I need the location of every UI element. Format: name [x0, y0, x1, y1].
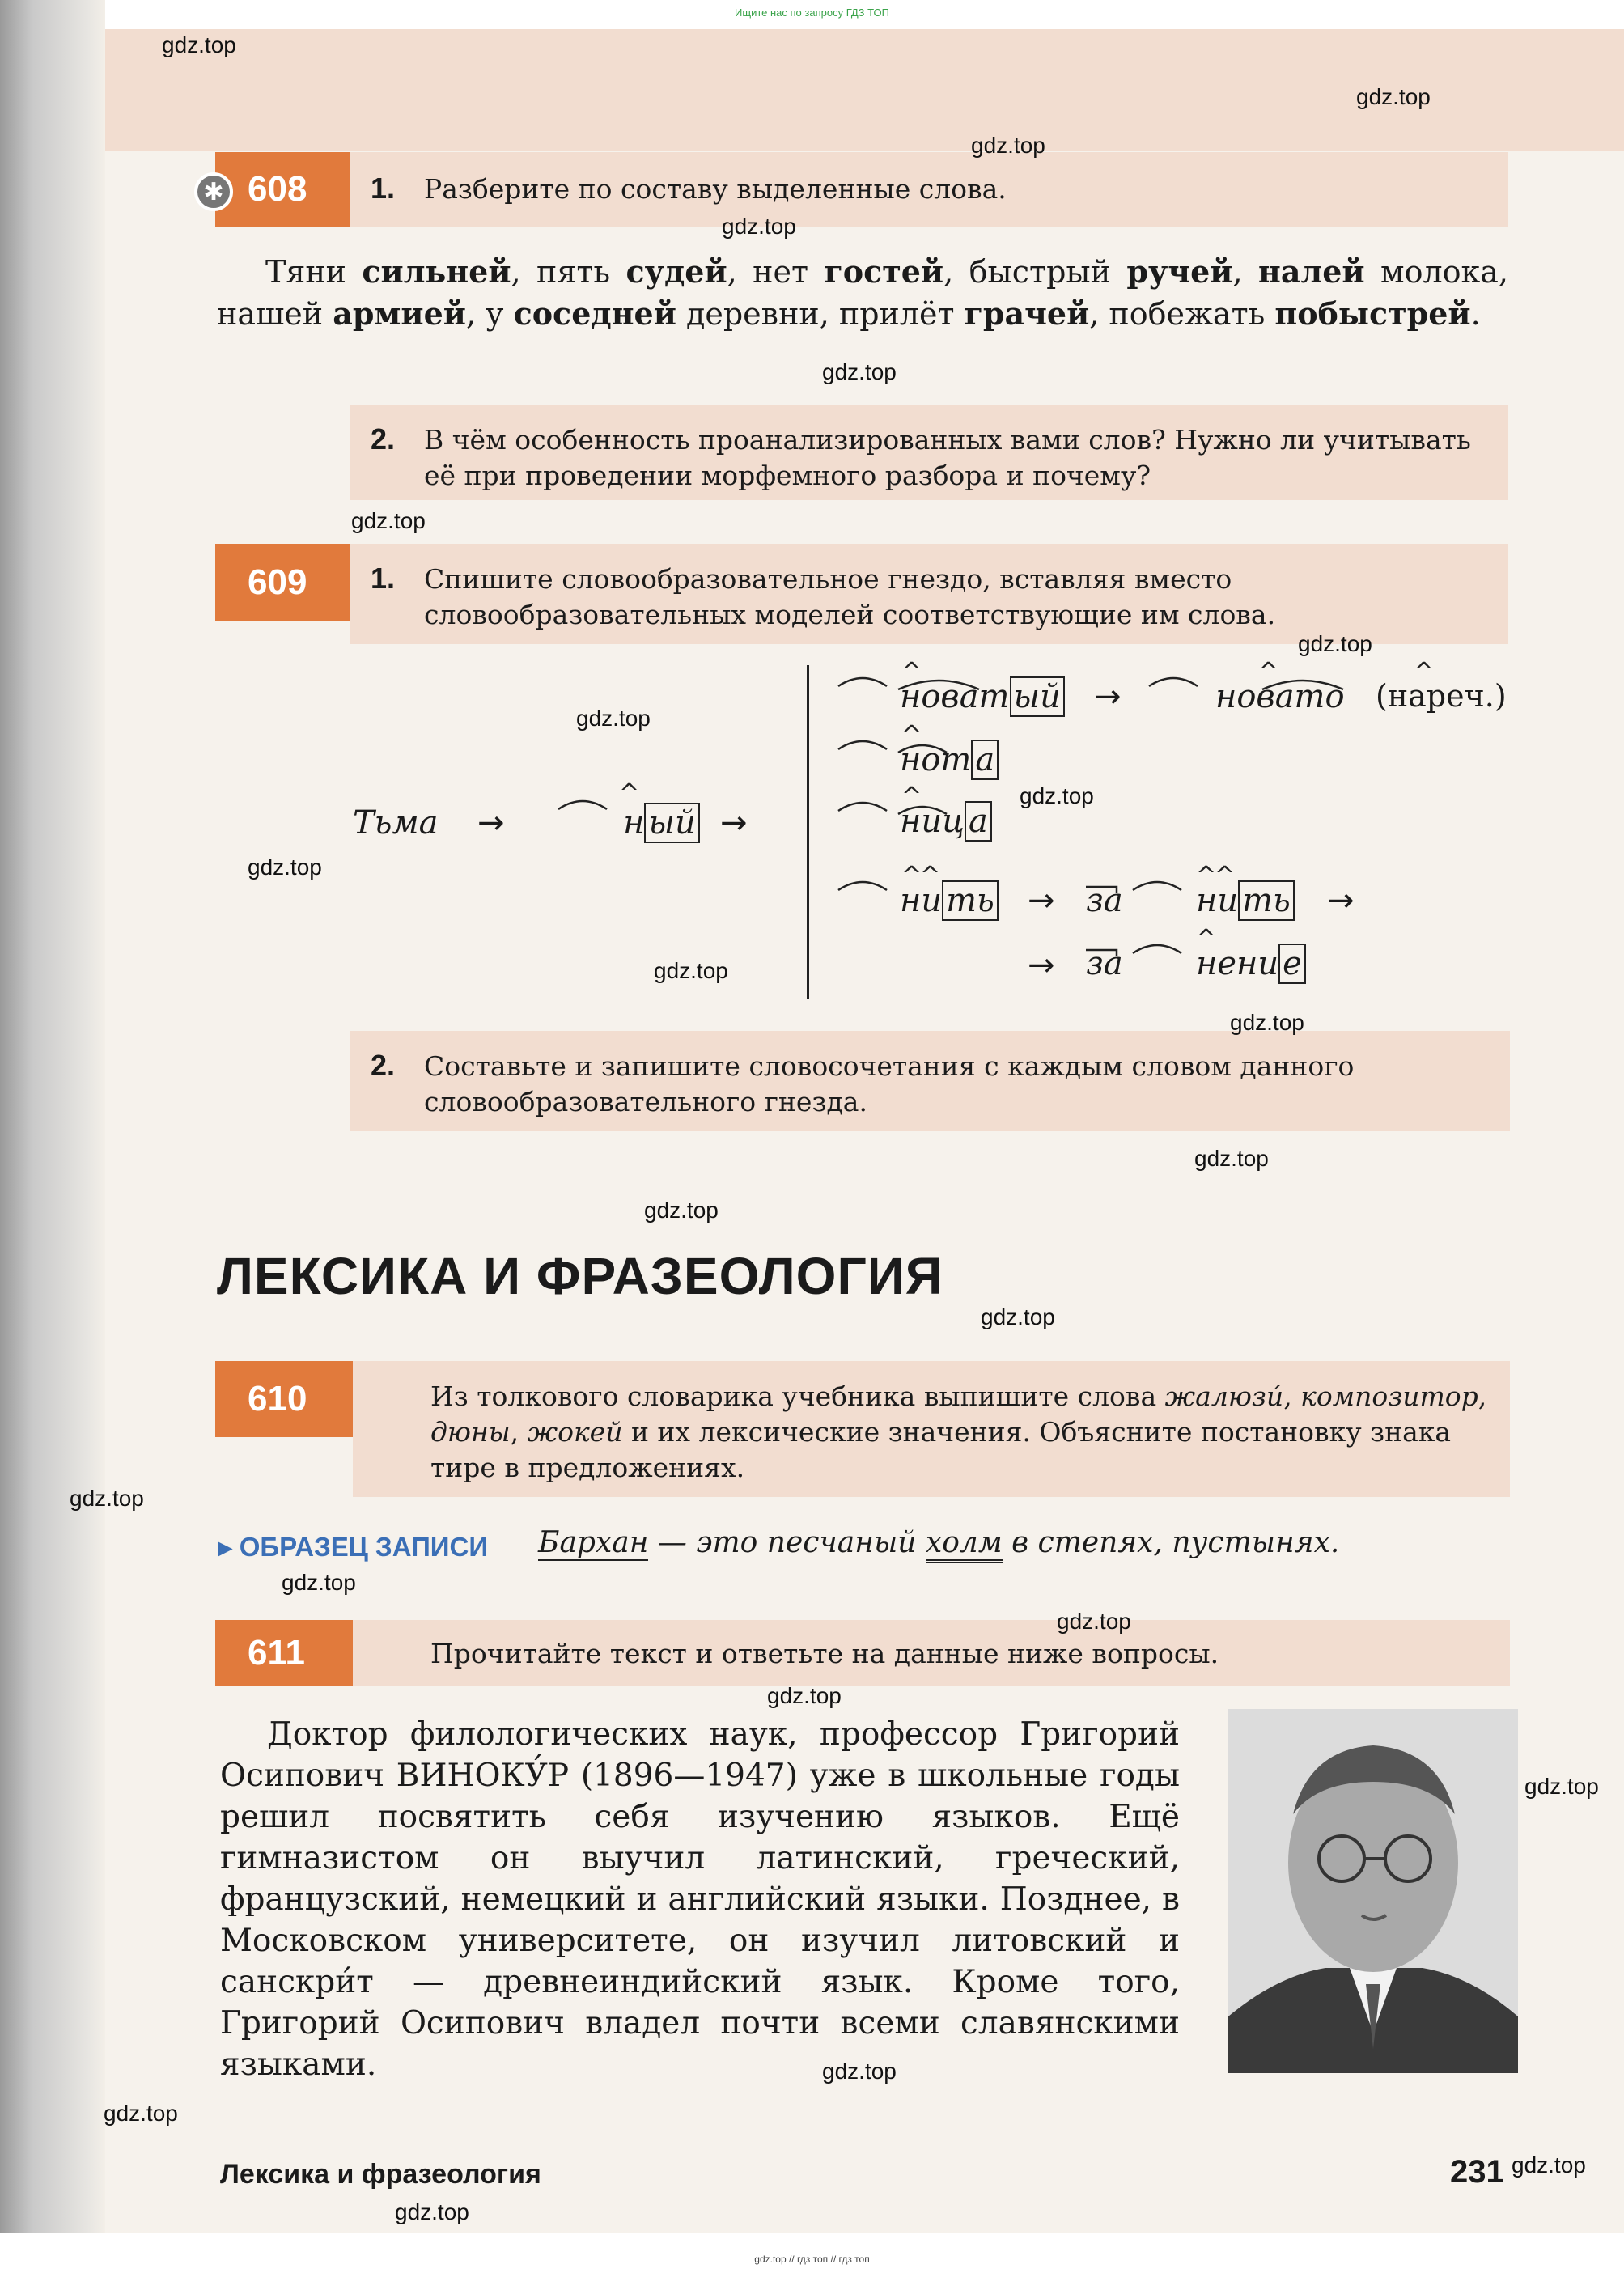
watermark: gdz.top: [1230, 1010, 1304, 1035]
portrait-photo: [1228, 1709, 1518, 2073]
svg-text:^: ^: [901, 782, 922, 811]
watermark: gdz.top: [395, 2199, 469, 2224]
highlighted-word: гостей: [824, 253, 944, 290]
task-608-number: 608: [215, 152, 350, 227]
arrow-6: →: [1028, 947, 1055, 984]
svg-text:^: ^: [1196, 925, 1217, 953]
task-609-number: 609: [215, 544, 350, 621]
text-segment: ,: [1283, 1380, 1301, 1412]
watermark: gdz.top: [1512, 2152, 1586, 2178]
watermark: gdz.top: [248, 854, 322, 880]
watermark: gdz.top: [971, 133, 1045, 158]
star-icon: ✱: [194, 172, 233, 211]
nest-row4-word-b: ни ть: [1196, 882, 1295, 919]
text-segment: деревни, прилёт: [676, 296, 965, 332]
watermark: gdz.top: [644, 1198, 719, 1223]
section-title: ЛЕКСИКА И ФРАЗЕОЛОГИЯ: [217, 1247, 943, 1305]
text-segment: ,: [1232, 254, 1259, 290]
watermark: gdz.top: [1057, 1609, 1131, 1634]
watermark: gdz.top: [981, 1304, 1055, 1329]
task-611-instruction: Прочитайте текст и ответьте на данные ниже вопросы.: [353, 1620, 1510, 1686]
task-610-number: 610: [215, 1361, 353, 1437]
highlighted-word: судей: [625, 253, 727, 290]
text-segment: ,: [1478, 1380, 1487, 1412]
arrow-1: →: [477, 804, 505, 842]
nest-row5-word: нени е: [1196, 945, 1306, 982]
text-segment: Тяни: [265, 254, 363, 290]
highlighted-word: грачей: [964, 295, 1090, 332]
text-segment: , побежать: [1089, 296, 1275, 332]
task-608-item1: 1. Разберите по составу выделенные слова.: [350, 152, 1508, 227]
highlighted-word: налей: [1258, 253, 1365, 290]
task-609-item2: 2. Составьте и запишите словосочетания с каждым словом данного словообразовательного гнезда.: [350, 1031, 1510, 1131]
text-segment: , нет: [727, 254, 825, 290]
watermark: gdz.top: [351, 508, 426, 533]
task-609-item1: 1. Спишите словообразовательное гнездо, вставляя вместо словообразовательных моделей соответствующие им слова.: [350, 544, 1508, 644]
watermark: gdz.top: [654, 958, 728, 983]
sample-label: ▸ ОБРАЗЕЦ ЗАПИСИ: [218, 1532, 489, 1562]
text-segment: и их лексические значения. Объясните постановку знака тире в предложениях.: [430, 1416, 1452, 1483]
nest-row4-word: ни ть: [900, 882, 999, 919]
watermark: gdz.top: [822, 2059, 897, 2084]
nest-row5-prefix: за: [1086, 945, 1123, 982]
text-segment: .: [1470, 296, 1481, 332]
watermark: gdz.top: [767, 1683, 842, 1708]
svg-text:^: ^: [1258, 658, 1279, 686]
svg-text:^: ^: [901, 862, 922, 890]
watermark: gdz.top: [1356, 84, 1431, 109]
svg-text:^: ^: [619, 779, 640, 808]
text-segment: ,: [510, 1416, 528, 1448]
nest-row2-word: нот а: [900, 741, 999, 778]
nest-row1-note: (нареч.): [1376, 678, 1507, 714]
task-611-number: 611: [215, 1620, 353, 1686]
svg-text:^: ^: [1215, 862, 1236, 890]
arrow-4: →: [1028, 882, 1055, 919]
text-segment: , быстрый: [943, 254, 1127, 290]
watermark: gdz.top: [70, 1486, 144, 1511]
nest-model-1: н ый: [623, 804, 700, 842]
watermark: gdz.top: [1020, 783, 1094, 808]
task-608-item2: 2. В чём особенность проанализированных вами слов? Нужно ли учитывать её при проведении морфемного разбора и почему?: [350, 405, 1508, 500]
highlighted-word: побыстрей: [1274, 295, 1471, 332]
svg-text:^: ^: [901, 721, 922, 749]
highlighted-word: сильней: [362, 253, 511, 290]
nest-row4-prefix: за: [1086, 882, 1123, 919]
task-611-paragraph: Доктор филологических наук, профессор Григорий Осипович ВИНОКУ́Р (1896—1947) уже в школьные годы решил посвятить себя изучению языков. Ещё гимназистом он выучил латинский, греческий, французский, немецкий и английский языки. Позднее, в Московском университете, он изучил литовский и санскри́т — древнеиндийский язык. Кроме того, Григорий Осипович владел почти всеми славянскими языками.: [220, 1716, 1180, 2083]
arrow-3: →: [1094, 678, 1122, 715]
page-number: 231: [1450, 2154, 1504, 2190]
svg-text:^: ^: [1196, 862, 1217, 890]
watermark: gdz.top: [576, 706, 651, 731]
watermark: gdz.top: [104, 2101, 178, 2126]
watermark: gdz.top: [1298, 631, 1372, 656]
svg-text:^: ^: [920, 862, 941, 890]
text-segment: , у: [465, 296, 514, 332]
sample-text: Бархан — это песчаный холм в степях, пустынях.: [538, 1526, 1339, 1559]
watermark: gdz.top: [1524, 1774, 1599, 1799]
dictionary-word: композитор: [1300, 1380, 1478, 1412]
nest-row3-word: ниц а: [900, 803, 992, 840]
text-segment: молока, нашей: [217, 254, 1508, 332]
watermark: gdz.top: [162, 32, 236, 57]
arrow-5: →: [1327, 882, 1355, 919]
dictionary-word: жокей: [527, 1416, 623, 1448]
highlighted-word: армией: [333, 295, 466, 332]
dictionary-word: жалюзи́: [1164, 1380, 1284, 1412]
highlighted-word: соседней: [513, 295, 676, 332]
morpheme-arcs: [0, 0, 1624, 1052]
task-610-text: [353, 1361, 1510, 1497]
highlighted-word: ручей: [1126, 253, 1233, 290]
watermark: gdz.top: [282, 1570, 356, 1595]
dictionary-word: дюны: [430, 1416, 511, 1448]
svg-text:^: ^: [901, 658, 922, 686]
top-note: Ищите нас по запросу ГДЗ ТОП: [735, 6, 889, 19]
footer-section-title: Лексика и фразеология: [220, 2159, 541, 2190]
bottom-note: gdz.top // гдз топ // гдз топ: [754, 2254, 870, 2265]
watermark: gdz.top: [722, 214, 796, 239]
text-segment: Из толкового словарика учебника выпишите слова: [430, 1380, 1165, 1412]
arrow-2: →: [720, 804, 748, 842]
watermark: gdz.top: [822, 359, 897, 384]
text-segment: , пять: [511, 254, 626, 290]
nest-row1-adverb: новато: [1215, 678, 1345, 715]
nest-divider: [807, 665, 809, 999]
nest-root-word: Тьма: [353, 804, 439, 842]
svg-text:^: ^: [1414, 658, 1435, 686]
nest-row1-word: новат ый: [900, 678, 1065, 715]
watermark: gdz.top: [1194, 1146, 1269, 1171]
